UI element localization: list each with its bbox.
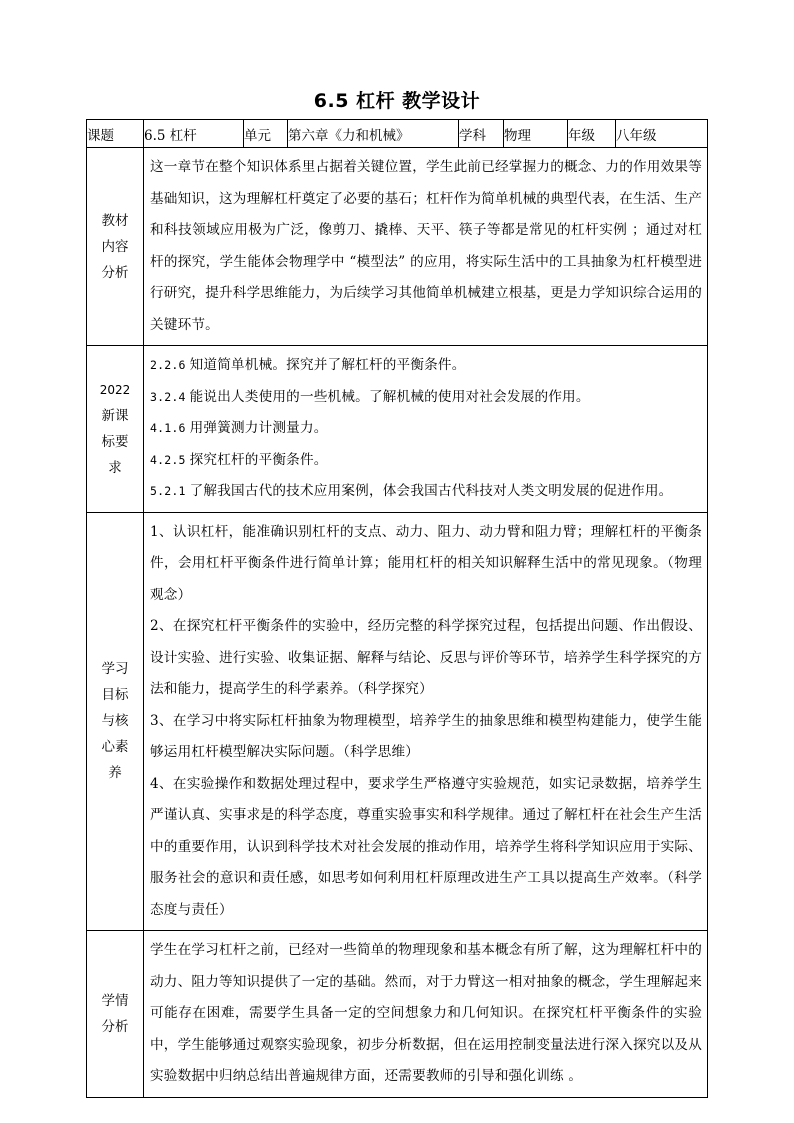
objective-item: 3、在学习中将实际杠杆抽象为物理模型，培养学生的抽象思维和模型构建能力，使学生能够运用杠杆模型解决实际问题。（科学思维） xyxy=(150,712,702,760)
unit-label: 单元 xyxy=(244,120,288,148)
objective-item: 1、认识杠杆，能准确识别杠杆的支点、动力、阻力、动力臂和阻力臂；理解杠杆的平衡条件，会用杠杆平衡条件进行简单计算；能用杠杆的相关知识解释生活中的常见现象。（物理观念） xyxy=(150,523,702,603)
students-content: 学生在学习杠杆之前，已经对一些简单的物理现象和基本概念有所了解，这为理解杠杆中的动力、阻力等知识提供了一定的基础。然而，对于力臂这一相对抽象的概念，学生理解起来可能存在困难，需要学生具备一定的空间想象力和几何知识。在探究杠杆平衡条件的实验中，学生能够通过观察实验现象，初步分析数据，但在运用控制变量法进行深入探究以及从实验数据中归纳总结出普遍规律方面，还需要教师的引导和强化训练 。 xyxy=(144,931,708,1098)
objectives-content xyxy=(144,512,708,931)
objective-item: 2、在探究杠杆平衡条件的实验中，经历完整的科学探究过程，包括提出问题、作出假设、设计实验、进行实验、收集证据、解释与结论、反思与评价等环节，培养学生科学探究的方法和能力，提高学生的科学素养。（科学探究） xyxy=(150,618,702,697)
standards-row xyxy=(87,346,708,513)
lesson-plan-table xyxy=(86,119,708,1098)
subject-value: 物理 xyxy=(504,120,568,148)
standard-item: 5.2.1 了解我国古代的技术应用案例，体会我国古代科技对人类文明发展的促进作用。 xyxy=(150,483,673,499)
standard-item: 3.2.4 能说出人类使用的一些机械。了解机械的使用对社会发展的作用。 xyxy=(150,388,590,405)
header-row xyxy=(87,120,708,148)
topic-value: 6.5 杠杆 xyxy=(144,120,244,148)
subject-label: 学科 xyxy=(459,120,504,148)
grade-label: 年级 xyxy=(568,120,616,148)
students-label: 学情 分析 xyxy=(87,931,144,1098)
topic-label: 课题 xyxy=(87,120,144,148)
textbook-analysis-label: 教材 内容 分析 xyxy=(87,148,144,346)
page-title: 6.5 杠杆 教学设计 xyxy=(313,90,481,112)
textbook-analysis-content: 这一章节在整个知识体系里占据着关键位置，学生此前已经掌握力的概念、力的作用效果等基础知识，这为理解杠杆奠定了必要的基石；杠杆作为简单机械的典型代表，在生活、生产和科技领域应用极为广泛，像剪刀、撬棒、天平、筷子等都是常见的杠杆实例 ；通过对杠杆的探究，学生能体会物理学中 “模型法” 的应用，将实际生活中的工具抽象为杠杆模型进行研究，提升科学思维能力，为后续学习其他简单机械建立根基，更是力学知识综合运用的关键环节。 xyxy=(144,148,708,346)
objectives-label: 学习 目标 与核 心素 养 xyxy=(87,512,144,931)
standards-label: 2022 新课 标要 求 xyxy=(87,346,144,513)
objective-item: 4、在实验操作和数据处理过程中，要求学生严格遵守实验规范，如实记录数据，培养学生严谨认真、实事求是的科学态度，尊重实验事实和科学规律。通过了解杠杆在社会生产生活中的重要作用，认识到科学技术对社会发展的推动作用，培养学生将科学知识应用于实际、服务社会的意识和责任感，如思考如何利用杠杆原理改进生产工具以提高生产效率。（科学态度与责任） xyxy=(150,775,702,918)
textbook-analysis-row xyxy=(87,148,708,346)
standard-item: 4.2.5 探究杠杆的平衡条件。 xyxy=(150,451,328,468)
students-row xyxy=(87,931,708,1098)
standards-content xyxy=(144,346,708,513)
grade-value: 八年级 xyxy=(616,120,708,148)
unit-value: 第六章《力和机械》 xyxy=(288,120,459,148)
standard-item: 4.1.6 用弹簧测力计测量力。 xyxy=(150,420,328,436)
standard-item: 2.2.6 知道简单机械。探究并了解杠杆的平衡条件。 xyxy=(150,357,466,373)
objectives-row xyxy=(87,512,708,931)
